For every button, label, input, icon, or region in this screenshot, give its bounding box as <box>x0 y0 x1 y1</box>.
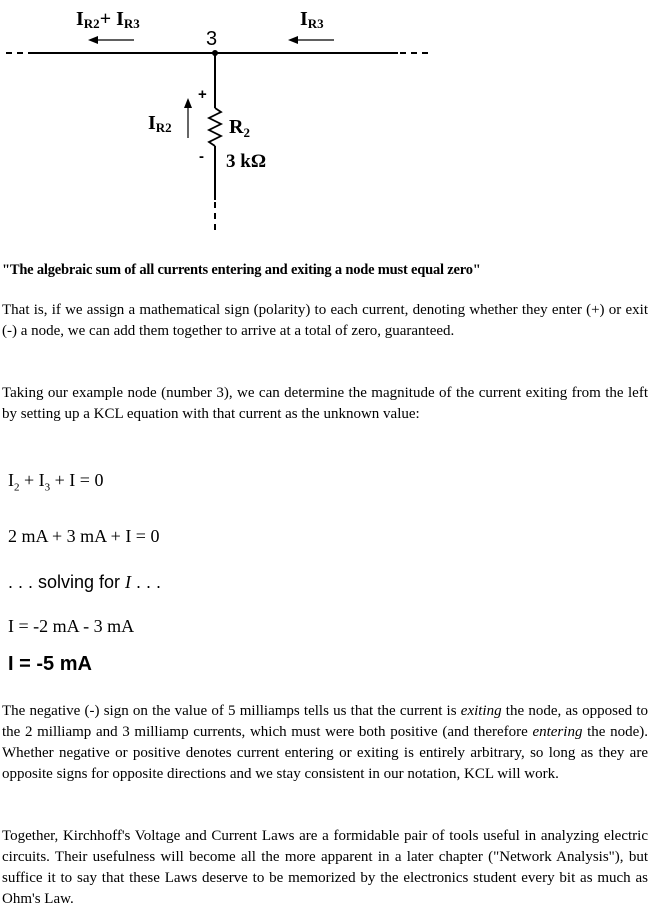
kcl-quote: "The algebraic sum of all currents entering and exiting a node must equal zero" <box>2 262 481 278</box>
paragraph-negative-sign: The negative (-) sign on the value of 5 milliamps tells us that the current is exiting the node, as opposed to the 2 milliamp and 3 milliamp currents, which must were both positive (and therefore entering the node). Whether negative or positive denotes current entering or exiting is entirely arbitrary, so long as they are opposite signs for opposite directions and we stay consistent in our notation, KCL will work. <box>2 703 649 782</box>
plus-sign: + <box>198 86 207 103</box>
equation-kcl-values: 2 mA + 3 mA + I = 0 <box>8 526 160 546</box>
equation-solving-note: . . . solving for I . . . <box>8 572 162 592</box>
resistor-name: $R_2$ <box>229 116 250 140</box>
arrow-left-head <box>88 36 98 44</box>
minus-sign: - <box>199 148 204 165</box>
paragraph-kirchhoff-laws: Together, Kirchhoff's Voltage and Current Laws are a formidable pair of tools useful in analyzing electric circuits. Their usefulness will become all the more apparent in a later chapter ("Network Analysis"), but suffice it to say that these Laws deserve to be memorized by the electronics student every bit as much as Ohm's Law. <box>2 828 648 907</box>
paragraph-example-node: Taking our example node (number 3), we can determine the magnitude of the current exiting from the left by setting up a KCL equation with that current as the unknown value: <box>2 385 648 422</box>
equation-kcl-symbolic: $I_2 + I_3 + I = 0$ <box>8 470 104 494</box>
circuit-diagram <box>0 0 650 245</box>
arrow-right-head <box>288 36 298 44</box>
current-vertical-label: IR2 <box>148 112 172 135</box>
paragraph-sign-convention: That is, if we assign a mathematical sign (polarity) to each current, denoting whether they enter (+) or exit (-) a node, we can add them together to arrive at a total of zero, guaranteed. <box>2 302 648 339</box>
arrow-up-head <box>184 98 192 108</box>
current-right-label: IR3 <box>300 8 324 31</box>
node-label: 3 <box>206 28 218 50</box>
current-left-label: IR2+ IR3 <box>76 8 140 31</box>
resistor-value: 3 kΩ <box>226 151 267 172</box>
equation-result: I = -5 mA <box>8 653 92 675</box>
equation-solve-step: I = -2 mA - 3 mA <box>8 616 135 636</box>
resistor-zigzag <box>209 108 221 146</box>
